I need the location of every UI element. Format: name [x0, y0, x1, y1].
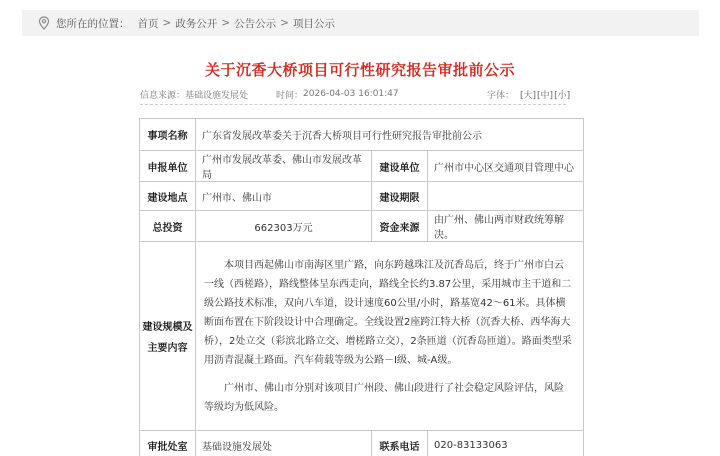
breadcrumb-separator: > [162, 17, 172, 29]
breadcrumb-project-notices[interactable]: 项目公示 [292, 17, 335, 30]
divider [140, 104, 566, 105]
scope-label [140, 242, 196, 431]
breadcrumb [22, 10, 699, 36]
scope-paragraph-1: 本项目西起佛山市南海区里广路，向东跨越珠江及沉香岛后，终于广州市白云一线（西槎路），路线整体呈东西走向，路线全长约3.87公里，采用城市主干道和二级公路技术标准，双向八车道，设计速度60公里/小时，路基宽42～61米。具体横断面布置在下阶段设计中合理确定。全线设置2座跨江特大桥（沉香大桥、西华海大桥），2处立交（彩滨北路立交、增槎路立交），2条匝道（沉香岛匝道）。路面类型采用沥青混凝土路面。汽车荷载等级为公路－Ⅰ级、城-A级。 [204, 259, 572, 366]
table-row [140, 182, 584, 211]
project-name-value: 广东省发展改革委关于沉香大桥项目可行性研究报告审批前公示 [196, 119, 584, 151]
scope-label-line1: 建设规模及 [142, 322, 193, 333]
applicant-label: 申报单位 [140, 151, 196, 182]
breadcrumb-separator: > [280, 17, 289, 29]
breadcrumb-announcements[interactable]: 公告公示 [234, 17, 277, 30]
font-size-label: 字体： [487, 90, 515, 101]
page-title: 关于沉香大桥项目可行性研究报告审批前公示 [204, 61, 515, 79]
table-row [140, 119, 584, 151]
font-size-small-button[interactable]: [小] [554, 90, 571, 101]
breadcrumb-prefix: 您所在的位置： [56, 17, 130, 30]
table-row [140, 151, 584, 182]
investment-label: 总投资 [140, 211, 196, 242]
applicant-value: 广州市发展改革委、佛山市发展改革局 [196, 151, 372, 182]
phone-label: 联系电话 [372, 431, 428, 456]
builder-label: 建设单位 [372, 151, 428, 182]
info-table [139, 118, 584, 456]
breadcrumb-home[interactable]: 首页 [137, 17, 159, 30]
source-value: 基础设施发展处 [185, 90, 249, 101]
breadcrumb-gov-affairs[interactable]: 政务公开 [175, 17, 218, 30]
builder-value: 广州市中心区交通项目管理中心 [428, 151, 584, 182]
scope-label-line2: 主要内容 [147, 343, 188, 354]
location-label: 建设地点 [140, 182, 196, 211]
source-label: 信息来源： [140, 90, 186, 101]
location-value: 广州市、佛山市 [196, 182, 372, 211]
table-row [140, 431, 584, 456]
table-row [140, 242, 584, 431]
project-name-label: 事项名称 [140, 119, 196, 151]
time-label: 时间： [276, 90, 304, 101]
period-label: 建设期限 [372, 182, 428, 211]
font-size-control [487, 87, 571, 101]
funding-value: 由广州、佛山两市财政统筹解决。 [428, 211, 584, 242]
font-size-large-button[interactable]: [大] [520, 90, 537, 101]
phone-value: 020-83133063 [428, 431, 584, 456]
location-pin-icon [38, 16, 50, 30]
table-row [140, 211, 584, 242]
period-value [428, 182, 584, 211]
font-size-medium-button[interactable]: [中] [537, 90, 554, 101]
scope-value [196, 242, 584, 431]
office-value: 基础设施发展处 [196, 431, 372, 456]
office-label: 审批处室 [140, 431, 196, 456]
time-value: 2026-04-03 16:01:47 [303, 89, 399, 99]
funding-label: 资金来源 [372, 211, 428, 242]
scope-paragraph-2: 广州市、佛山市分别对该项目广州段、佛山段进行了社会稳定风险评估，风险等级均为低风险。 [204, 382, 564, 413]
investment-value: 662303万元 [196, 211, 372, 242]
breadcrumb-separator: > [221, 17, 231, 29]
